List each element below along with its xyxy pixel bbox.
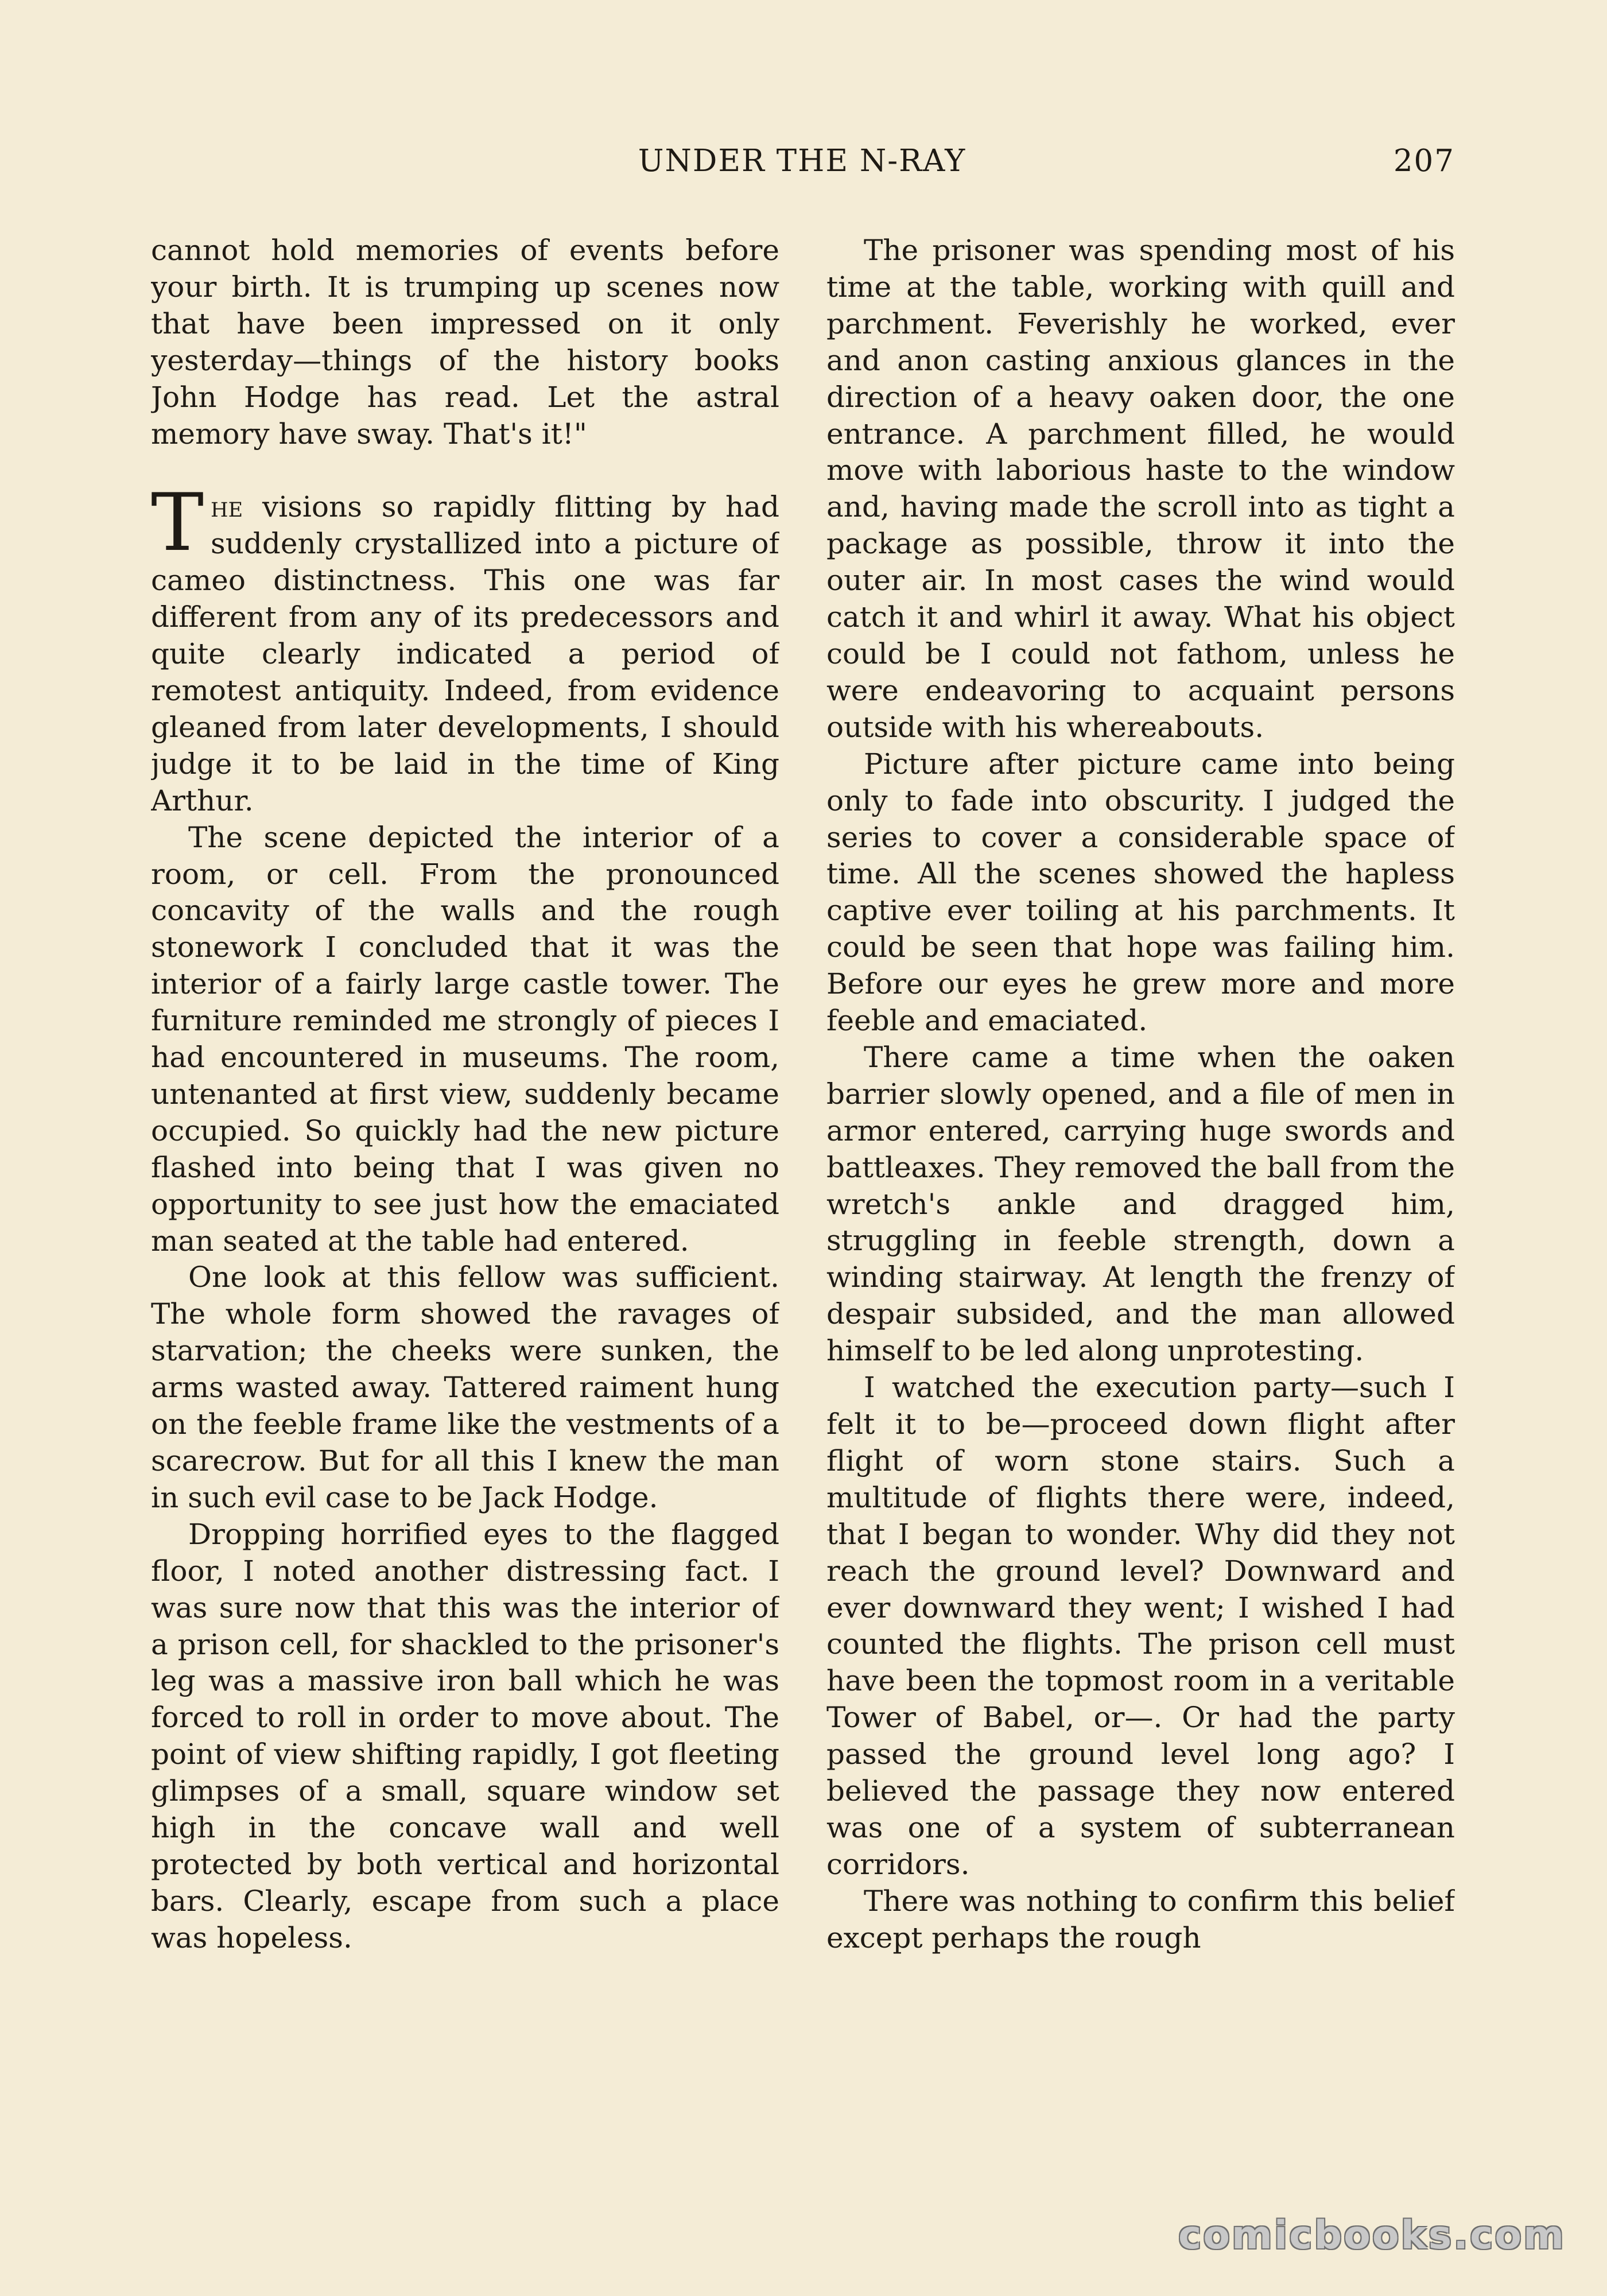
paragraph: There was nothing to confirm this belief except perhaps the rough xyxy=(826,1884,1455,1954)
site-watermark: comicbooks.com xyxy=(1178,2213,1566,2258)
paragraph: Dropping horrified eyes to the flagged floor, I noted another distressing fact. I was sure now that this was the interior of a prison cell, for shackled to the prisoner's leg was a massive iron ball which he was forced to roll in order to move about. The point of view shifting rapidly, I got fleeting glimpses of a small, square window set high in the concave wall and well protected by both vertical and horizontal bars. Clearly, escape from such a place was hopeless. xyxy=(151,1517,779,1954)
paragraph: The prisoner was spending most of his time at the table, working with quill and parchment. Feverishly he worked, ever and anon casting anxious glances in the direction of a heavy oaken door, the one entrance. A parchment filled, he would move with laborious haste to the window and, having made the scroll into as tight a package as possible, throw it into the outer air. In most cases the wind would catch it and whirl it away. What his object could be I could not fathom, unless he were endeavoring to acquaint persons outside with his whereabouts. xyxy=(826,234,1455,744)
paragraph-with-drop-cap xyxy=(151,476,779,819)
paragraph: cannot hold memories of events before your birth. It is trumping up scenes now that have been impressed on it only yesterday—things of the history books John Hodge has read. Let the astral memory have sway. That's it!" xyxy=(151,234,779,451)
running-header xyxy=(149,144,1455,184)
running-title: UNDER THE N-RAY xyxy=(638,144,966,179)
drop-cap: T xyxy=(151,476,204,569)
paragraph-text: visions so rapidly flitting by had suddenly crystallized into a picture of cameo distinctness. This one was far different from any of its predecessors and quite clearly indicated a period of remotest antiquity. Indeed, from evidence gleaned from later developments, I should judge it to be laid in the time of King Arthur. xyxy=(151,490,779,817)
paragraph: There came a time when the oaken barrier slowly opened, and a file of men in armor entered, carrying huge swords and battleaxes. They removed the ball from the wretch's ankle and dragged him, struggling in feeble strength, down a winding stairway. At length the frenzy of despair subsided, and the man allowed himself to be led along unprotesting. xyxy=(826,1040,1455,1368)
paragraph: Picture after picture came into being only to fade into obscurity. I judged the series to cover a considerable space of time. All the scenes showed the hapless captive ever toiling at his parchments. It could be seen that hope was failing him. Before our eyes he grew more and more feeble and emaciated. xyxy=(826,747,1455,1038)
paragraph: I watched the execution party—such I felt it to be—proceed down flight after flight of worn stone stairs. Such a multitude of flights there were, indeed, that I began to wonder. Why did they not reach the ground level? Downward and ever downward they went; I wished I had counted the flights. The prison cell must have been the topmost room in a veritable Tower of Babel, or—. Or had the party passed the ground level long ago? I believed the passage they now entered was one of a system of subterranean corridors. xyxy=(826,1371,1455,1881)
right-column xyxy=(826,232,1455,2138)
paragraph: The scene depicted the interior of a room, or cell. From the pronounced concavity of the walls and the rough stonework I concluded that it was the interior of a fairly large castle tower. The furniture reminded me strongly of pieces I had encountered in museums. The room, untenanted at first view, suddenly became occupied. So quickly had the new picture flashed into being that I was given no opportunity to see just how the emaciated man seated at the table had entered. xyxy=(151,820,779,1258)
small-caps-lead: he xyxy=(211,490,243,524)
left-column xyxy=(151,232,779,2138)
page-number: 207 xyxy=(1393,144,1455,179)
paragraph: One look at this fellow was sufficient. The whole form showed the ravages of starvation; the cheeks were sunken, the arms wasted away. Tattered raiment hung on the feeble frame like the vestments of a scarecrow. But for all this I knew the man in such evil case to be Jack Hodge. xyxy=(151,1261,779,1514)
